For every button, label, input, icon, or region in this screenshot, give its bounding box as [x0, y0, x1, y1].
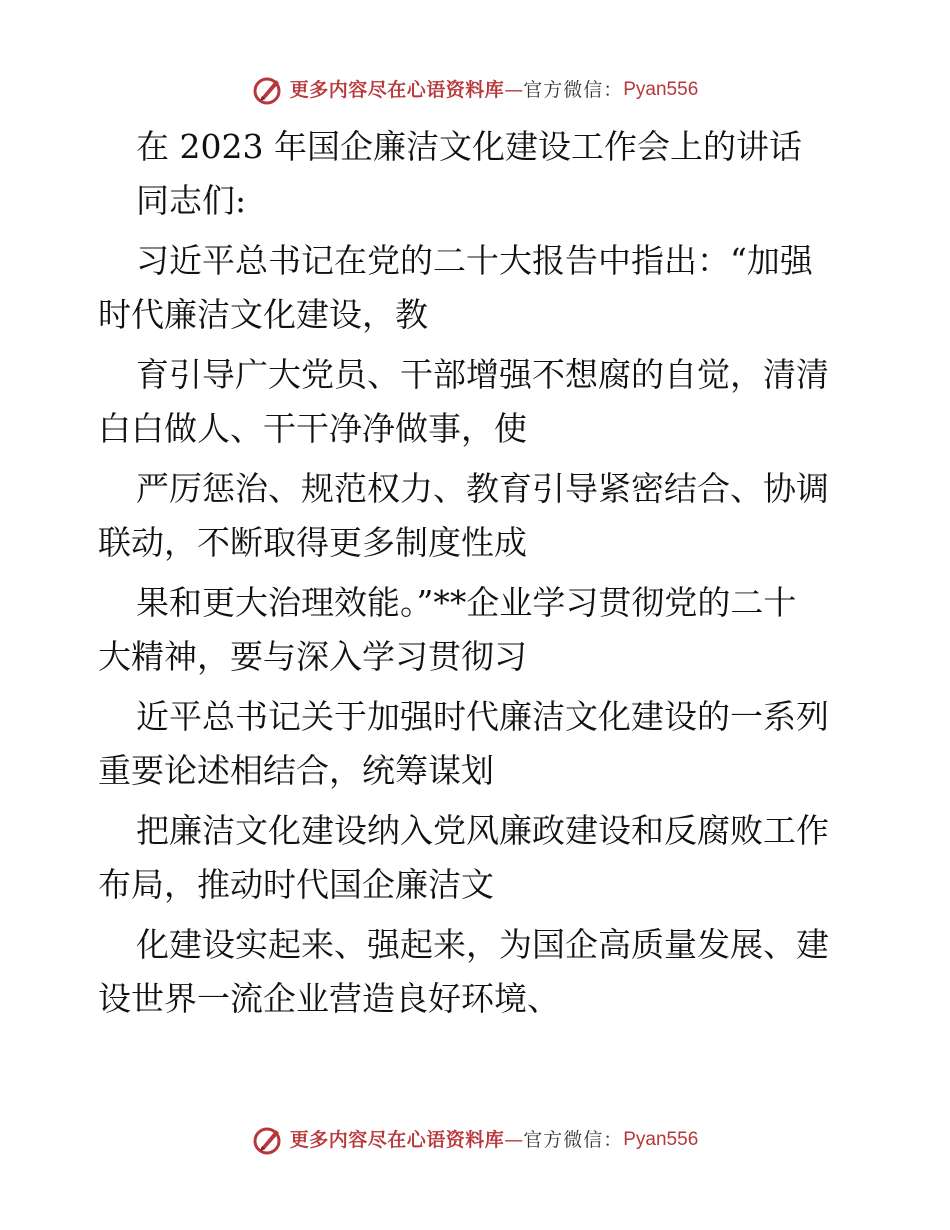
text-line: 白白做人、干干净净做事，使 — [98, 409, 527, 448]
brand-logo-icon — [252, 74, 284, 106]
header-watermark — [0, 70, 950, 110]
watermark-brand: 更多内容尽在心语资料库 — [289, 1129, 505, 1151]
text-line: 重要论述相结合，统筹谋划 — [98, 751, 494, 790]
text-line: 布局，推动时代国企廉洁文 — [98, 865, 494, 904]
text-line: 大精神，要与深入学习贯彻习 — [98, 637, 527, 676]
text-line: 设世界一流企业营造良好环境、 — [98, 979, 560, 1018]
watermark-handle: Pyan556 — [623, 79, 699, 100]
document-body — [98, 120, 858, 1026]
text-line: 习近平总书记在党的二十大报告中指出：“加强 — [136, 241, 813, 280]
salutation: 同志们: — [136, 181, 247, 220]
text-line: 育引导广大党员、干部增强不想腐的自觉，清清 — [136, 355, 829, 394]
watermark-official: 官方微信： — [523, 79, 624, 101]
document-title: 在 2023 年国企廉洁文化建设工作会上的讲话 — [136, 127, 802, 166]
text-line: 时代廉洁文化建设，教 — [98, 295, 428, 334]
text-line: 严厉惩治、规范权力、教育引导紧密结合、协调 — [136, 469, 829, 508]
brand-logo-icon — [252, 1124, 284, 1156]
watermark-dash: — — [504, 1129, 524, 1151]
footer-watermark — [0, 1120, 950, 1160]
watermark-handle: Pyan556 — [623, 1129, 699, 1150]
text-line: 把廉洁文化建设纳入党风廉政建设和反腐败工作 — [136, 811, 829, 850]
text-line: 果和更大治理效能。”**企业学习贯彻党的二十 — [136, 583, 797, 622]
watermark-dash: — — [504, 79, 524, 101]
text-line: 近平总书记关于加强时代廉洁文化建设的一系列 — [136, 697, 829, 736]
text-line: 联动，不断取得更多制度性成 — [98, 523, 527, 562]
watermark-official: 官方微信： — [523, 1129, 624, 1151]
text-line: 化建设实起来、强起来，为国企高质量发展、建 — [136, 925, 829, 964]
watermark-brand: 更多内容尽在心语资料库 — [289, 79, 505, 101]
